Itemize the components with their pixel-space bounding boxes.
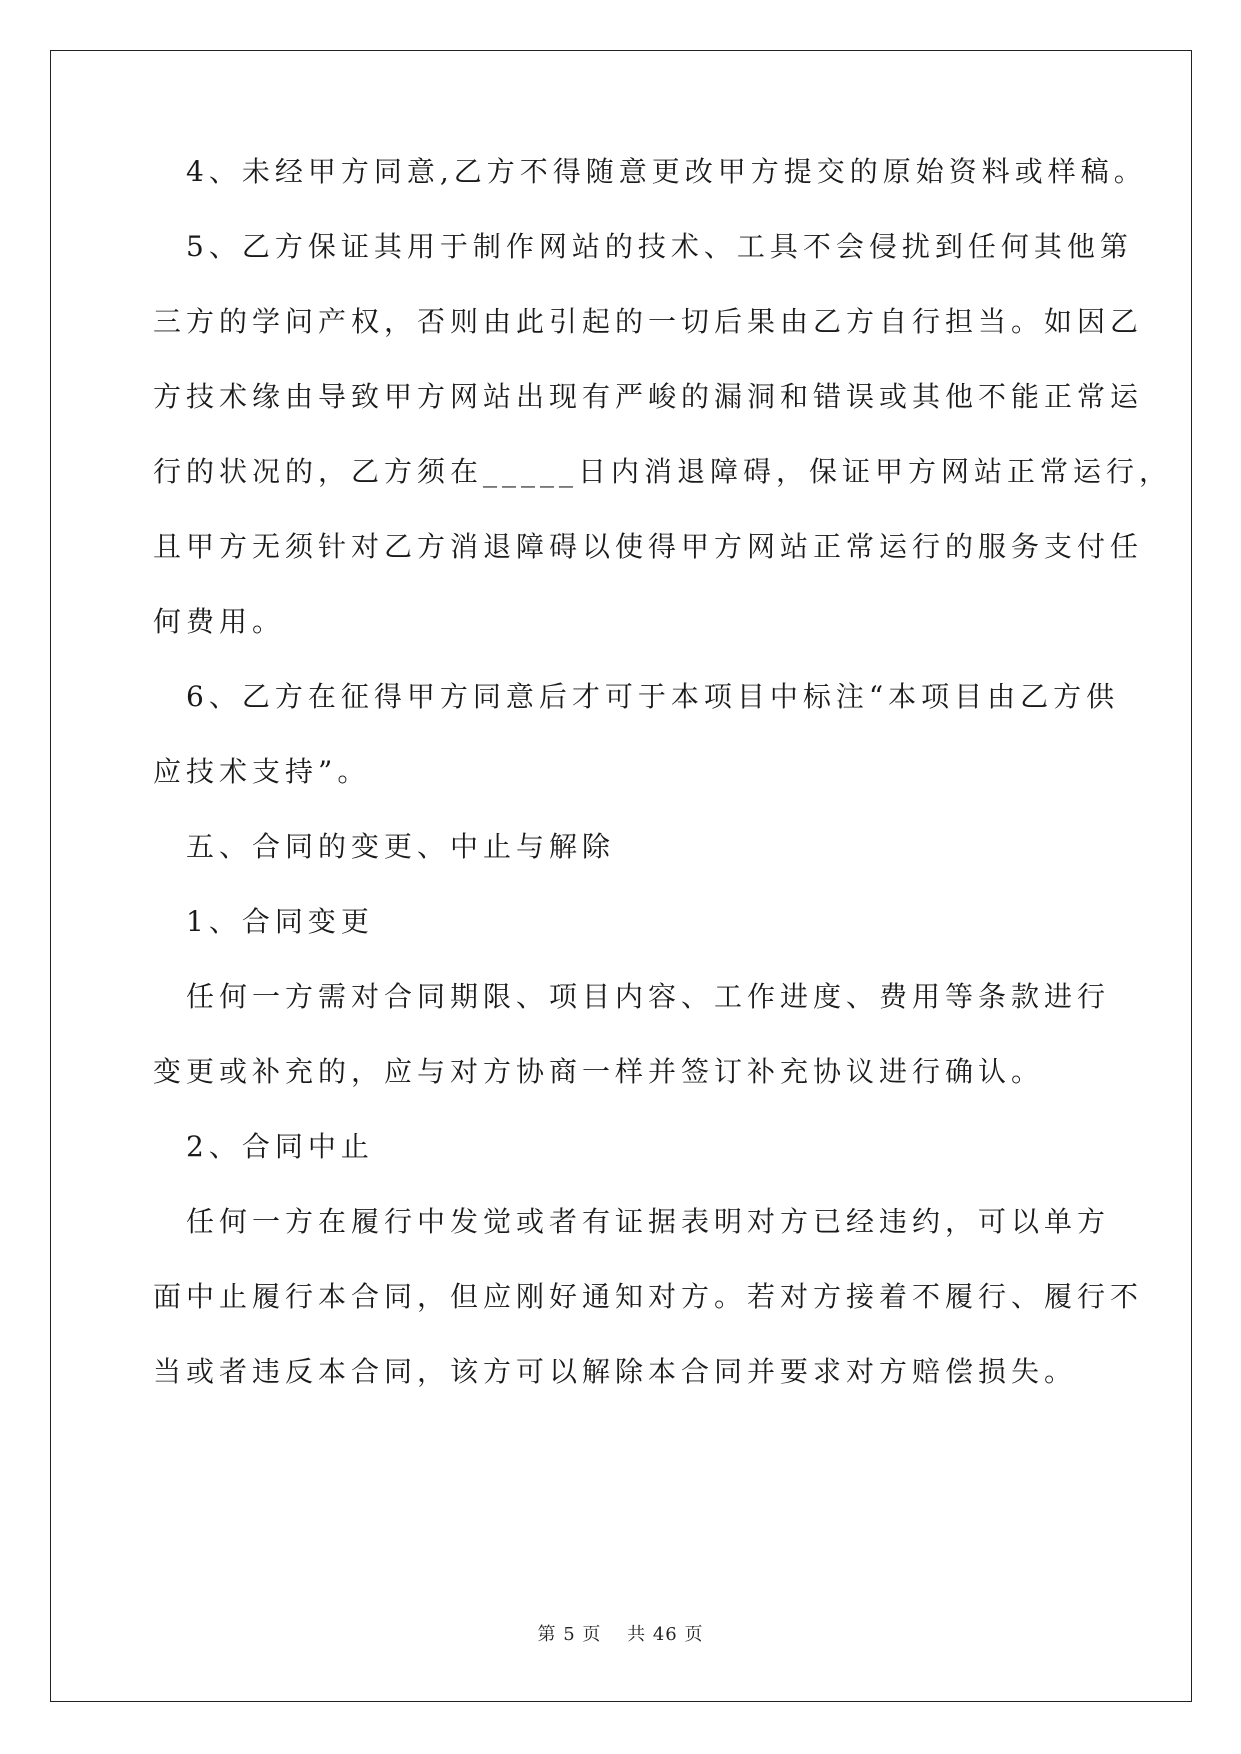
paragraph-line: 6、乙方在征得甲方同意后才可于本项目中标注“本项目由乙方供 bbox=[153, 680, 1120, 713]
paragraph-line: 5、乙方保证其用于制作网站的技术、工具不会侵扰到任何其他第 bbox=[153, 230, 1133, 263]
page-border bbox=[50, 50, 1192, 1702]
subsection-heading: 1、合同变更 bbox=[153, 905, 374, 938]
paragraph-line: 4、未经甲方同意,乙方不得随意更改甲方提交的原始资料或样稿。 bbox=[153, 155, 1147, 188]
paragraph-line: 且甲方无须针对乙方消退障碍以使得甲方网站正常运行的服务支付任 bbox=[153, 530, 1144, 563]
paragraph-line: 何费用。 bbox=[153, 605, 286, 638]
paragraph-line: 应技术支持”。 bbox=[153, 755, 371, 788]
paragraph-line: 方技术缘由导致甲方网站出现有严峻的漏洞和错误或其他不能正常运 bbox=[153, 380, 1144, 413]
paragraph-line: 当或者违反本合同，该方可以解除本合同并要求对方赔偿损失。 bbox=[153, 1355, 1078, 1388]
paragraph-line: 变更或补充的，应与对方协商一样并签订补充协议进行确认。 bbox=[153, 1055, 1045, 1088]
paragraph-line: 任何一方需对合同期限、项目内容、工作进度、费用等条款进行 bbox=[153, 980, 1111, 1013]
page-number: 第 5 页 共 46 页 bbox=[537, 1624, 704, 1645]
paragraph-line: 面中止履行本合同，但应刚好通知对方。若对方接着不履行、履行不 bbox=[153, 1280, 1144, 1313]
paragraph-line: 任何一方在履行中发觉或者有证据表明对方已经违约，可以单方 bbox=[153, 1205, 1111, 1238]
paragraph-line: 行的状况的，乙方须在_____日内消退障碍，保证甲方网站正常运行， bbox=[153, 455, 1173, 488]
paragraph-line: 三方的学问产权，否则由此引起的一切后果由乙方自行担当。如因乙 bbox=[153, 305, 1144, 338]
subsection-heading: 2、合同中止 bbox=[153, 1130, 374, 1163]
section-heading: 五、合同的变更、中止与解除 bbox=[153, 830, 616, 863]
